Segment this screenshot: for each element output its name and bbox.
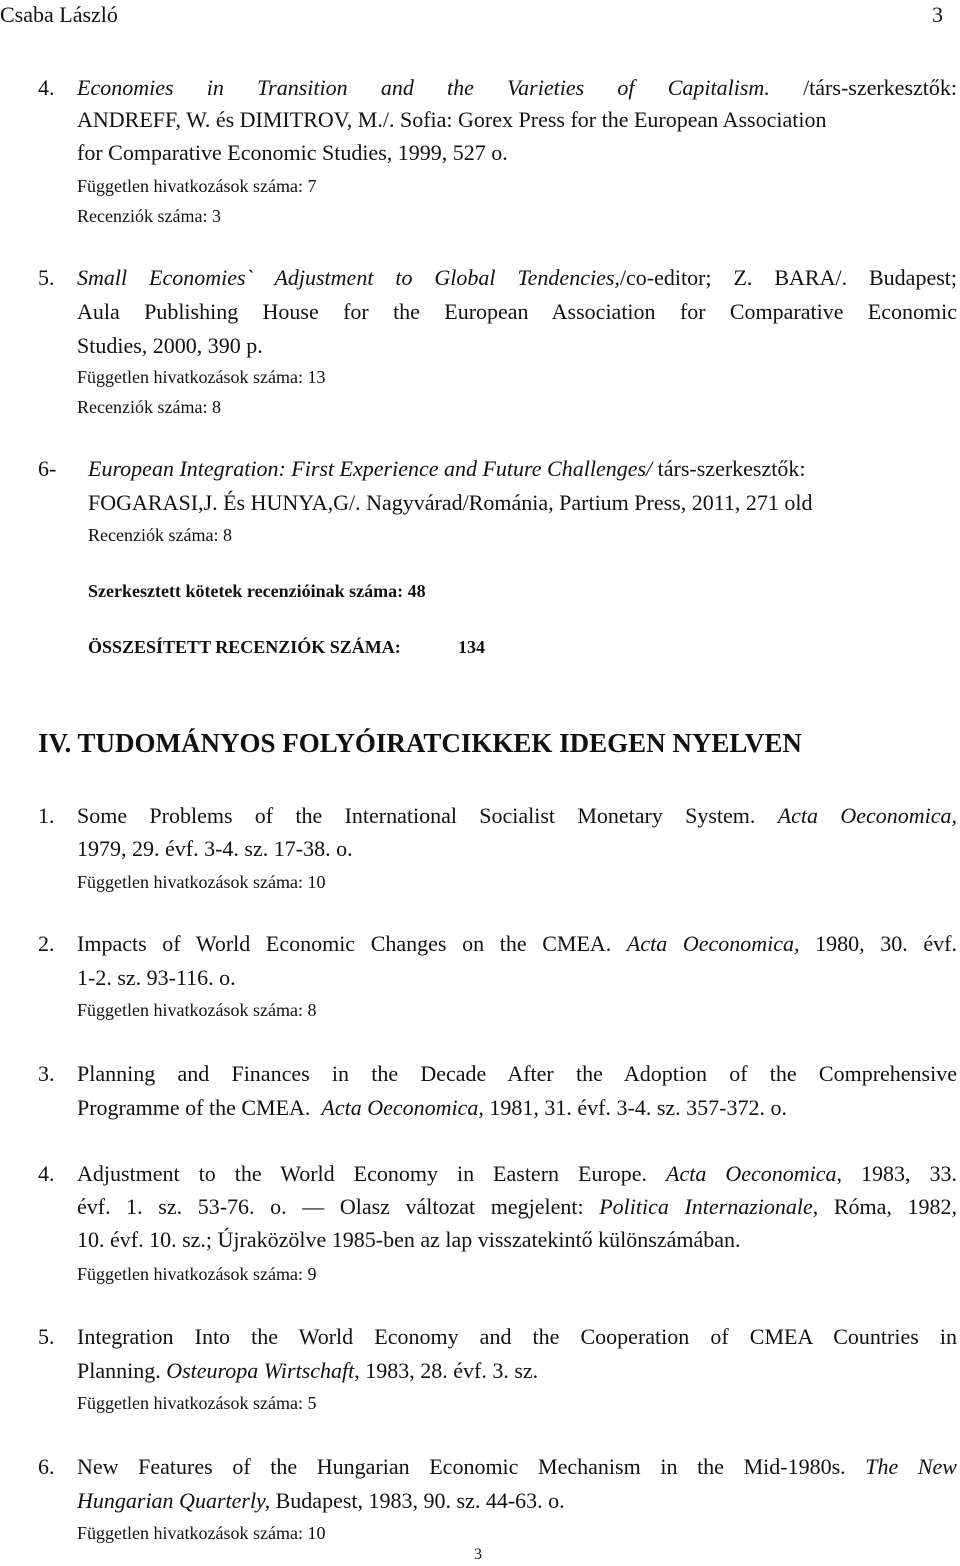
edition-line — [77, 262, 957, 294]
journal-name: Acta Oeconomica, — [626, 931, 800, 956]
edition-line: ANDREFF, W. és DIMITROV, M./. Sofia: Gorex Press for the European Association — [77, 107, 827, 132]
edition-editors: /társ-szerkesztők: — [769, 75, 957, 100]
article-title: Planning. — [77, 1358, 161, 1383]
journal-name: Hungarian Quarterly, — [77, 1488, 271, 1513]
article-title: Impacts of World Economic Changes on the CMEA. — [77, 931, 612, 956]
journal-name: Acta Oeconomica, — [777, 803, 958, 828]
overall-review-total-label: ÖSSZESÍTETT RECENZIÓK SZÁMA: — [88, 637, 401, 657]
section-heading: IV. TUDOMÁNYOS FOLYÓIRATCIKKEK IDEGEN NYELVEN — [38, 728, 802, 758]
article-line — [77, 1092, 787, 1124]
review-count: Recenziók száma: 8 — [77, 397, 221, 417]
article-title: Programme of the CMEA. — [77, 1095, 311, 1120]
edition-editors: /co-editor; Z. BARA/. Budapest; — [619, 265, 958, 290]
edition-line — [88, 453, 805, 485]
edition-title: Economies in Transition and the Varieties of Capitalism. — [77, 75, 770, 100]
article-title: Adjustment to the World Economy in Eastern Europe. — [77, 1161, 648, 1186]
article-volume: , 1983, 33. — [836, 1161, 958, 1186]
article-number: 4. — [38, 1161, 55, 1186]
article-line: Integration Into the World Economy and the Cooperation of CMEA Countries in — [77, 1324, 957, 1349]
edition-editors: társ-szerkesztők: — [652, 456, 806, 481]
article-line — [77, 1158, 957, 1190]
edition-line: Studies, 2000, 390 p. — [77, 333, 263, 358]
article-number: 5. — [38, 1324, 55, 1349]
article-line: 10. évf. 10. sz.; Újraközölve 1985-ben az lap visszatekintő különszámában. — [77, 1227, 741, 1252]
article-volume: Budapest, 1983, 90. sz. 44-63. o. — [275, 1488, 565, 1513]
article-volume: , Róma, 1982, — [812, 1194, 958, 1219]
edition-number: 4. — [38, 75, 55, 100]
journal-name: Acta Oeconomica, — [321, 1095, 484, 1120]
article-number: 2. — [38, 931, 55, 956]
article-line: 1-2. sz. 93-116. o. — [77, 965, 236, 990]
article-title: Some Problems of the International Socialist Monetary System. — [77, 803, 756, 828]
edition-line: for Comparative Economic Studies, 1999, 527 o. — [77, 140, 508, 165]
article-note: évf. 1. sz. 53-76. o. — Olasz változat megjelent: — [77, 1194, 584, 1219]
article-number: 1. — [38, 803, 55, 828]
citation-count: Független hivatkozások száma: 13 — [77, 367, 326, 387]
edition-number: 6- — [38, 456, 57, 481]
edition-number: 5. — [38, 265, 55, 290]
article-line — [77, 1485, 565, 1517]
article-volume: 1981, 31. évf. 3-4. sz. 357-372. o. — [489, 1095, 787, 1120]
article-line — [77, 800, 957, 832]
journal-name: Osteuropa Wirtschaft — [166, 1358, 355, 1383]
journal-name: Acta Oeconomica — [666, 1161, 837, 1186]
article-title: New Features of the Hungarian Economic Mechanism in the Mid-1980s. — [77, 1454, 846, 1479]
citation-count: Független hivatkozások száma: 8 — [77, 1000, 317, 1020]
running-header-page: 3 — [932, 2, 943, 27]
edited-review-total: Szerkesztett kötetek recenzióinak száma: 48 — [88, 581, 426, 601]
edition-title: Small Economies` Adjustment to Global Tendencies, — [77, 265, 620, 290]
footer-page-number: 3 — [474, 1546, 482, 1563]
overall-review-total-value: 134 — [458, 637, 485, 657]
citation-count: Független hivatkozások száma: 10 — [77, 1523, 326, 1543]
article-line — [77, 1191, 957, 1223]
article-line — [77, 1355, 538, 1387]
article-line — [77, 928, 957, 960]
article-volume: 1980, 30. évf. — [815, 931, 957, 956]
edition-line: FOGARASI,J. És HUNYA,G/. Nagyvárad/Románia, Partium Press, 2011, 271 old — [88, 490, 813, 515]
article-line — [77, 1451, 957, 1483]
article-line: Planning and Finances in the Decade After the Adoption of the Comprehensive — [77, 1061, 957, 1086]
edition-title: European Integration: First Experience and Future Challenges/ — [88, 456, 653, 481]
article-volume: , 1983, 28. évf. 3. sz. — [354, 1358, 539, 1383]
review-count: Recenziók száma: 3 — [77, 206, 221, 226]
citation-count: Független hivatkozások száma: 5 — [77, 1393, 317, 1413]
edition-line — [77, 72, 957, 104]
citation-count: Független hivatkozások száma: 7 — [77, 176, 317, 196]
citation-count: Független hivatkozások száma: 10 — [77, 872, 326, 892]
running-header-author: Csaba László — [0, 2, 118, 27]
article-number: 3. — [38, 1061, 55, 1086]
journal-name: Politica Internazionale — [599, 1194, 813, 1219]
journal-name: The New — [865, 1454, 957, 1479]
article-number: 6. — [38, 1454, 55, 1479]
citation-count: Független hivatkozások száma: 9 — [77, 1264, 317, 1284]
article-line: 1979, 29. évf. 3-4. sz. 17-38. o. — [77, 836, 353, 861]
edition-line: Aula Publishing House for the European Association for Comparative Economic — [77, 299, 957, 324]
review-count: Recenziók száma: 8 — [88, 525, 232, 545]
